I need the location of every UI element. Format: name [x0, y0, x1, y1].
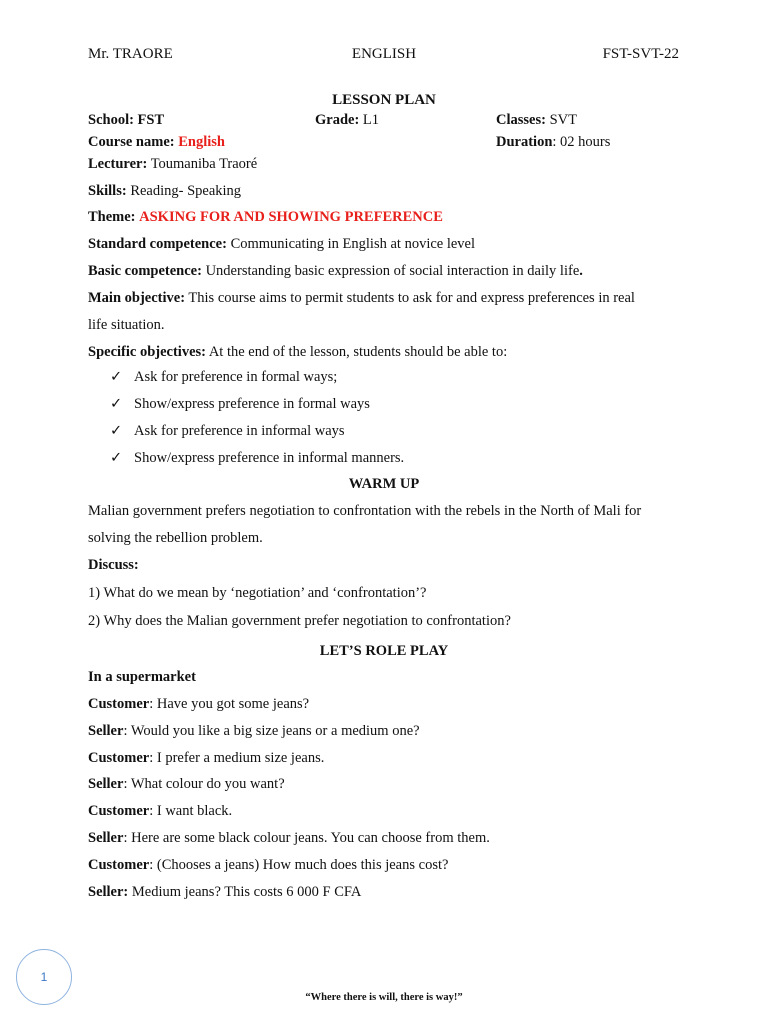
dialogue-speaker: Seller	[88, 830, 124, 846]
roleplay-setting: In a supermarket	[88, 669, 196, 685]
dialogue-separator: :	[123, 776, 128, 792]
classes-label: Classes:	[496, 112, 546, 128]
theme-value: ASKING FOR AND SHOWING PREFERENCE	[139, 209, 443, 225]
objective-text: Ask for preference in informal ways	[134, 423, 345, 439]
dialogue-text: Have you got some jeans?	[153, 696, 310, 712]
theme-row	[88, 209, 443, 226]
basic-label: Basic competence:	[88, 263, 202, 279]
basic-value: Understanding basic expression of social interaction in daily life	[205, 263, 580, 279]
lecturer-value: Toumaniba Traoré	[150, 156, 258, 172]
course-label: Course name:	[88, 134, 175, 150]
specific-label: Specific objectives:	[88, 344, 206, 360]
standard-value: Communicating in English at novice level	[230, 236, 476, 252]
dialogue-separator: :	[149, 803, 154, 819]
dialogue-text: (Chooses a jeans) How much does this jeans cost?	[153, 857, 449, 873]
dialogue-text: I prefer a medium size jeans.	[153, 750, 325, 766]
grade-row	[315, 112, 379, 129]
header-left: Mr. TRAORE	[88, 46, 173, 62]
main-value-1: This course aims to permit students to ask for and express preferences in real	[188, 290, 635, 306]
roleplay-title: LET’S ROLE PLAY	[319, 643, 449, 659]
objective-text: Show/express preference in formal ways	[134, 396, 370, 412]
course-row	[88, 134, 225, 151]
dialogue-separator: :	[149, 750, 154, 766]
standard-competence-row	[88, 236, 475, 253]
main-label: Main objective:	[88, 290, 186, 306]
dialogue-line	[88, 723, 420, 740]
grade-value: L1	[362, 112, 380, 128]
lecturer-label: Lecturer:	[88, 156, 148, 172]
warmup-text-1: Malian government prefers negotiation to confrontation with the rebels in the North of Mali for	[88, 503, 642, 519]
skills-label: Skills:	[88, 183, 127, 199]
duration-value: : 02 hours	[552, 134, 611, 150]
dialogue-speaker: Seller	[88, 776, 124, 792]
classes-value: SVT	[549, 112, 577, 128]
dialogue-line	[88, 696, 309, 713]
dialogue-line	[88, 750, 324, 767]
dialogue-line	[88, 830, 490, 847]
skills-value: Reading- Speaking	[130, 183, 242, 199]
standard-label: Standard competence:	[88, 236, 227, 252]
duration-row	[496, 134, 610, 151]
school-row	[88, 112, 164, 129]
lesson-plan-title: LESSON PLAN	[332, 92, 436, 108]
dialogue-separator: :	[149, 857, 154, 873]
dialogue-speaker: Seller	[88, 723, 124, 739]
main-value-2: life situation.	[88, 317, 165, 333]
dialogue-line	[88, 776, 285, 793]
skills-row	[88, 183, 241, 200]
main-objective-row	[88, 290, 635, 307]
dialogue-text: I want black.	[153, 803, 233, 819]
objective-item	[110, 396, 370, 413]
specific-objectives-row	[88, 344, 507, 361]
course-value: English	[178, 134, 225, 150]
discuss-question-2: 2) Why does the Malian government prefer negotiation to confrontation?	[88, 613, 511, 629]
check-icon: ✓	[110, 450, 123, 466]
dialogue-speaker: Seller:	[88, 884, 129, 900]
check-icon: ✓	[110, 369, 123, 385]
dialogue-separator: :	[123, 830, 128, 846]
dialogue-text: Medium jeans? This costs 6 000 F CFA	[128, 884, 362, 900]
dialogue-speaker: Customer	[88, 696, 150, 712]
page-number: 1	[16, 949, 72, 1005]
basic-competence-row	[88, 263, 583, 280]
specific-value: At the end of the lesson, students should be able to:	[208, 344, 508, 360]
objective-item	[110, 450, 404, 467]
dialogue-text: Would you like a big size jeans or a medium one?	[127, 723, 420, 739]
dialogue-text: Here are some black colour jeans. You can choose from them.	[127, 830, 490, 846]
header-right: FST-SVT-22	[602, 46, 679, 62]
objective-item	[110, 423, 345, 440]
check-icon: ✓	[110, 396, 123, 412]
theme-label: Theme:	[88, 209, 136, 225]
grade-label: Grade:	[315, 112, 360, 128]
footer-quote: “Where there is will, there is way!”	[305, 992, 463, 1003]
objective-text: Ask for preference in formal ways;	[134, 369, 338, 385]
lecturer-row	[88, 156, 257, 173]
school-label: School:	[88, 112, 134, 128]
objective-item	[110, 369, 337, 386]
discuss-label: Discuss:	[88, 557, 139, 573]
classes-row	[496, 112, 577, 129]
dialogue-line	[88, 884, 361, 901]
dialogue-speaker: Customer	[88, 803, 150, 819]
objective-text: Show/express preference in informal manners.	[134, 450, 405, 466]
dialogue-speaker: Customer	[88, 750, 150, 766]
warmup-text-2: solving the rebellion problem.	[88, 530, 263, 546]
warmup-title: WARM UP	[348, 476, 420, 492]
dialogue-speaker: Customer	[88, 857, 150, 873]
duration-label: Duration	[496, 134, 553, 150]
dialogue-line	[88, 803, 232, 820]
dialogue-line	[88, 857, 448, 874]
check-icon: ✓	[110, 423, 123, 439]
dialogue-text: What colour do you want?	[127, 776, 285, 792]
discuss-question-1: 1) What do we mean by ‘negotiation’ and ‘confrontation’?	[88, 585, 427, 601]
dialogue-separator: :	[123, 723, 128, 739]
school-value: FST	[137, 112, 165, 128]
header-center: ENGLISH	[351, 46, 417, 62]
dialogue-separator: :	[149, 696, 154, 712]
basic-end: .	[579, 263, 583, 279]
